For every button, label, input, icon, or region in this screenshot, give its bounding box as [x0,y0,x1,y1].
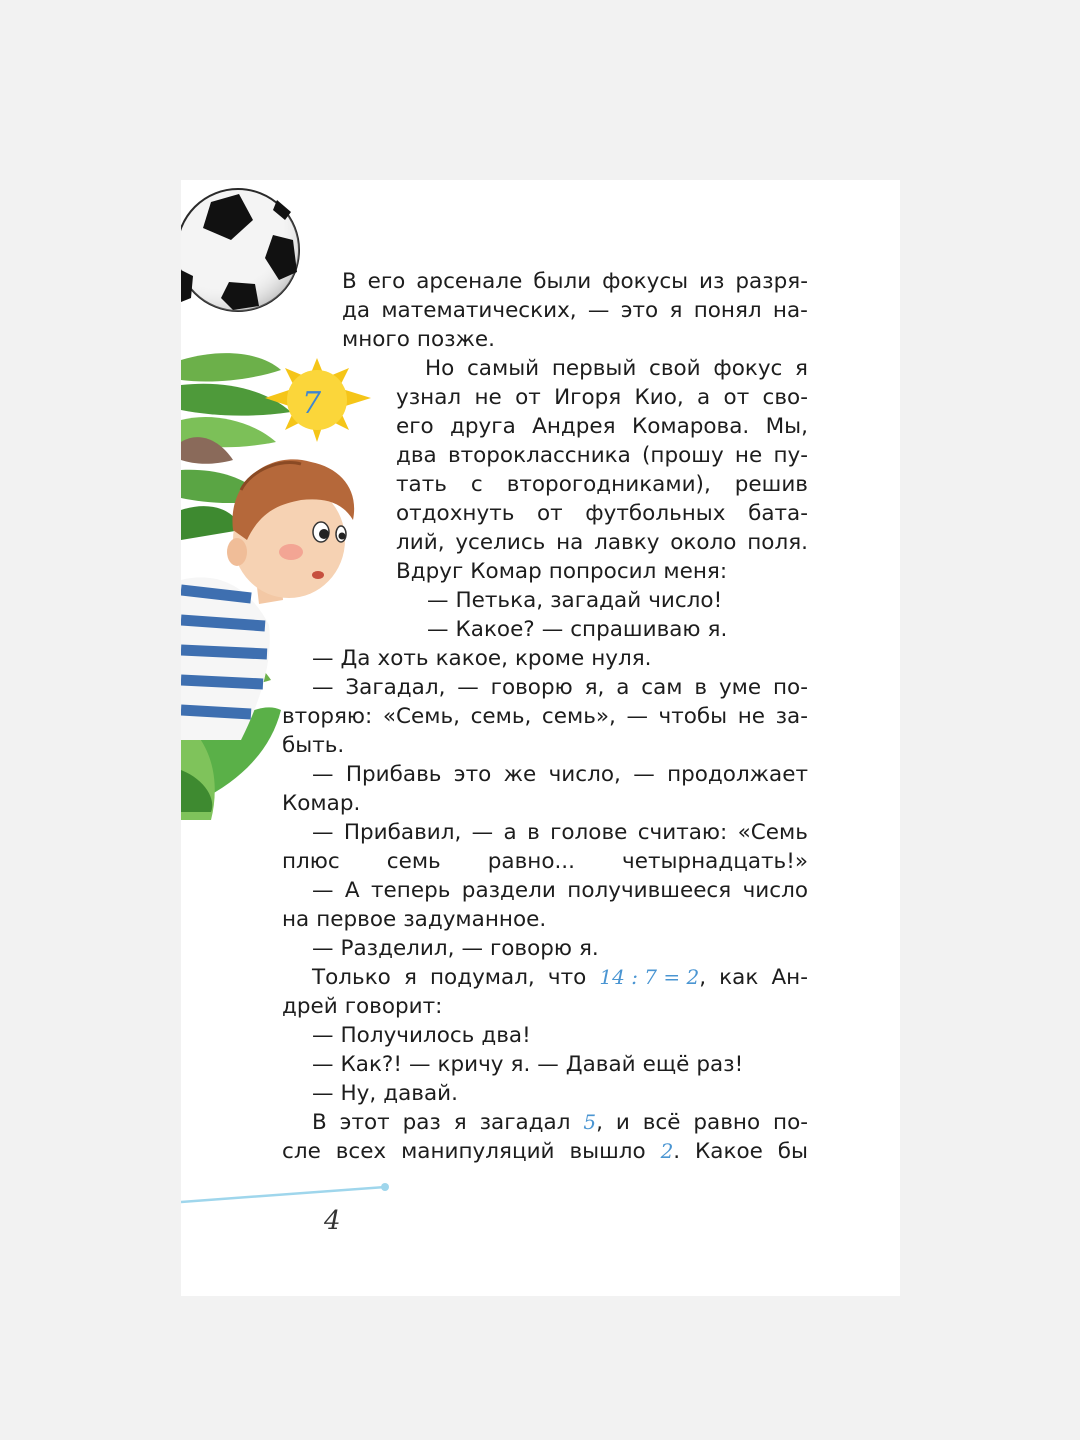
text-line [312,1021,531,1050]
word: раздели [461,878,556,903]
word: — [312,646,334,671]
word: считаю: [637,820,728,845]
word: — [471,820,494,845]
word: — [461,936,483,961]
word: Кио, [634,385,684,410]
word: много [342,327,410,352]
word: Вдруг [396,559,464,584]
word: я. [579,936,599,961]
word: поля. [747,530,808,555]
word: теперь [371,878,451,903]
word: а [616,675,630,700]
word: это [620,298,659,323]
word: первое [316,907,397,932]
text-line [312,1050,743,1079]
text-line [282,1137,808,1166]
word: всё [642,1110,681,1135]
word: быть. [282,733,345,758]
word: Комар. [282,791,361,816]
word: получившееся [567,878,732,903]
word: позже. [416,327,495,352]
word: давай. [383,1081,458,1106]
text-line [282,905,546,934]
word: с [470,472,483,497]
word: Комар [470,559,542,584]
word: Разделил, [340,936,455,961]
word: манипуляций [401,1139,555,1164]
word: четырнадцать!» [622,849,808,874]
word: дрей [282,994,338,1019]
word: В [312,1110,327,1135]
text-line [312,644,651,673]
word: попросил [548,559,657,584]
word: это [453,762,492,787]
word: — [312,820,334,845]
word: число! [648,588,723,613]
word: понял [693,298,762,323]
text-line [312,760,808,789]
word: я. [707,617,728,642]
word: спрашиваю [570,617,701,642]
word: Прибавил, [343,820,462,845]
text-line [427,615,727,644]
word: «Семь, [382,704,460,729]
word: в [694,675,708,700]
word: Ан- [771,965,808,990]
text-line [312,818,808,847]
word: не [734,443,763,468]
text-line [282,702,808,731]
text-line [312,934,599,963]
word: загадал [479,1110,571,1135]
text-line [312,1108,808,1137]
word: решив [734,472,808,497]
text-line [396,441,808,470]
word: семь, [470,704,532,729]
text-line [312,673,808,702]
word: В [342,269,357,294]
word: по- [772,675,808,700]
word: за- [775,704,808,729]
word: лавку [594,530,660,555]
book-page [181,180,900,1296]
word: уме [718,675,762,700]
word: фокус [713,356,783,381]
word: второгодниками), [506,472,711,497]
word: Мы, [765,414,808,439]
word: я [403,965,417,990]
word: ещё [642,1052,690,1077]
word: Как?! [340,1052,402,1077]
footer-divider [181,1183,389,1202]
word: — [541,617,564,642]
word: бы [777,1139,808,1164]
word: я [669,298,683,323]
word: два [396,443,437,468]
text-line [342,296,808,325]
word: Какое [695,1139,763,1164]
word: подумал, [430,965,535,990]
word: Но [425,356,455,381]
word: — [312,878,334,903]
word: — [312,762,334,787]
word: Ну, [340,1081,377,1106]
word: продолжает [667,762,808,787]
word: — [312,1052,334,1077]
word: Комарова. [631,414,750,439]
word: из [699,269,725,294]
word: его [367,269,406,294]
word: 5, [583,1110,603,1135]
word: уселись [455,530,546,555]
word: как [719,965,759,990]
word: Давай [565,1052,636,1077]
word: «Семь [737,820,808,845]
word: на [282,907,310,932]
word: же [503,762,537,787]
word: этот [339,1110,390,1135]
word: от [723,385,750,410]
word: его [396,414,434,439]
word: раз! [696,1052,744,1077]
word: разря- [735,269,808,294]
word: меня: [663,559,728,584]
word: Петька, [455,588,544,613]
word: сам [641,675,683,700]
word: плюс [282,849,340,874]
word: какое, [435,646,508,671]
word: — [626,704,648,729]
word: равно... [487,849,575,874]
text-line [396,412,808,441]
word: число, [548,762,621,787]
word: хоть [377,646,429,671]
word: арсенале [416,269,523,294]
word: Да [340,646,371,671]
word: семь», [541,704,616,729]
word: равно [693,1110,761,1135]
text-line [312,1079,458,1108]
word: (прошу [642,443,724,468]
text-line [282,992,442,1021]
word: кричу [437,1052,504,1077]
word: математических, [381,298,577,323]
word: нуля. [591,646,652,671]
word: Какое? [455,617,535,642]
text-line [312,876,808,905]
word: на- [772,298,808,323]
text-line [427,586,722,615]
word: а [697,385,711,410]
word: — [427,588,449,613]
word: что [547,965,587,990]
word: и [615,1110,630,1135]
sun-number: 7 [302,386,322,421]
word: — [408,1052,431,1077]
word: — [427,617,449,642]
word: говорит: [344,994,443,1019]
word: голове [550,820,628,845]
word: бата- [748,501,808,526]
word: 2. [660,1139,681,1164]
word: задуманное. [403,907,547,932]
word: первый [551,356,637,381]
word: семь [386,849,441,874]
word: от [537,501,563,526]
word: не [474,385,502,410]
word: я, [584,675,605,700]
text-line [396,528,808,557]
word: футбольных [585,501,726,526]
word: Игоря [554,385,622,410]
text-line [425,354,808,383]
text-line [282,789,360,818]
word: я [453,1110,467,1135]
word: Загадал, [345,675,446,700]
word: фокусы [602,269,689,294]
soccer-ball-icon [181,189,299,311]
word: я [795,356,808,381]
word: — [587,298,610,323]
word: два! [481,1023,531,1048]
word: отдохнуть [396,501,515,526]
word: — [312,675,334,700]
word: я. [510,1052,531,1077]
text-line [396,557,727,586]
text-line [282,847,808,876]
word: 14 : 7 = 2, [599,965,707,990]
word: говорю [490,675,573,700]
word: — [312,936,334,961]
word: свой [649,356,701,381]
word: А [344,878,360,903]
word: — [633,762,655,787]
word: Только [312,965,391,990]
word: Андрея [532,414,616,439]
word: второклассника [447,443,631,468]
word: а [503,820,517,845]
word: узнал [396,385,462,410]
word: загадай [550,588,642,613]
text-line [396,470,808,499]
word: были [533,269,592,294]
page-number: 4 [324,1206,341,1236]
word: Получилось [340,1023,475,1048]
word: на [556,530,584,555]
word: — [457,675,479,700]
word: сле [282,1139,321,1164]
word: — [312,1081,334,1106]
word: в [527,820,540,845]
text-line [396,383,808,412]
word: сво- [762,385,808,410]
text-line [342,325,495,354]
word: число [742,878,808,903]
word: — [537,1052,559,1077]
word: Прибавь [345,762,442,787]
word: вторяю: [282,704,373,729]
word: — [312,1023,334,1048]
word: говорю [489,936,572,961]
word: около [670,530,737,555]
word: от [515,385,541,410]
word: чтобы [658,704,728,729]
word: пу- [773,443,808,468]
word: по- [773,1110,808,1135]
text-line [312,963,808,992]
word: лий, [396,530,445,555]
word: не [737,704,766,729]
word: друга [450,414,516,439]
word: раз [402,1110,441,1135]
word: кроме [514,646,585,671]
word: вышло [569,1139,646,1164]
word: тать [396,472,447,497]
text-line [396,499,808,528]
text-line [282,731,344,760]
word: да [342,298,371,323]
word: всех [335,1139,387,1164]
text-line [342,267,808,296]
word: самый [466,356,540,381]
